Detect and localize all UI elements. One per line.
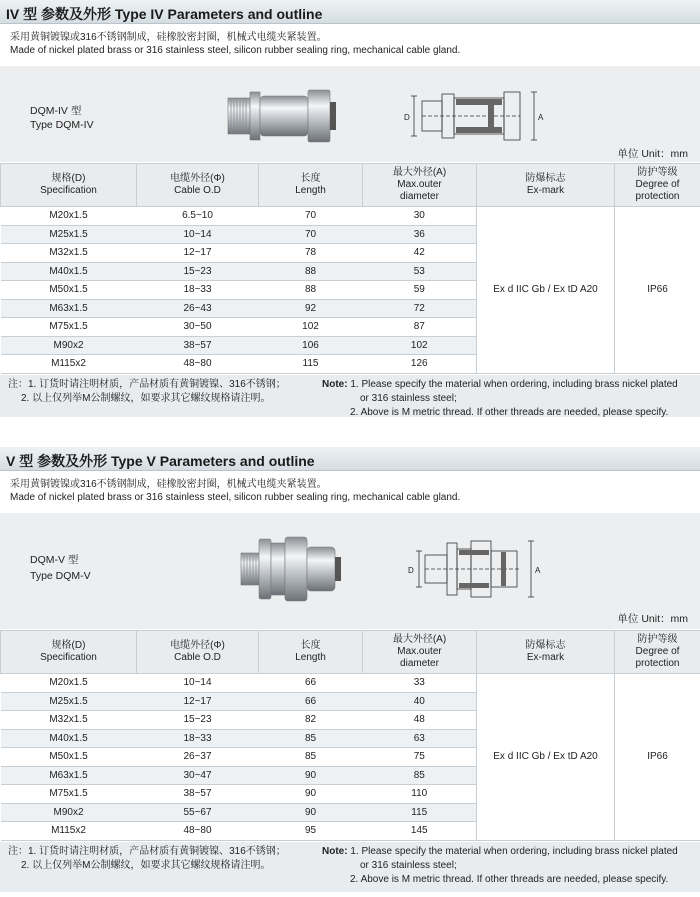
header-cable-od: 电缆外径(Φ) Cable O.D <box>137 631 259 674</box>
notes-panel <box>0 842 700 892</box>
table-row: M50x1.5 26~37 85 75 <box>1 748 700 767</box>
header-length: 长度 Length <box>259 164 363 207</box>
description-cn: 采用黄铜镀镍或316不锈钢制成，硅橡胶密封圈，机械式电缆夹紧装置。 <box>10 479 327 490</box>
table-row: M63x1.5 30~47 90 85 <box>1 766 700 785</box>
header-max-outer: 最大外径(A) Max.outer diameter <box>363 631 477 674</box>
unit-label: 单位 Unit：mm <box>617 613 688 625</box>
description-en: Made of nickel plated brass or 316 stainless steel, silicon rubber sealing ring, mechanical cable gland. <box>10 45 461 56</box>
model-name-en: Type DQM-V <box>30 570 91 582</box>
model-panel <box>0 66 700 162</box>
dimension-a-label: A <box>538 113 544 122</box>
table-row: M63x1.5 26~43 92 72 <box>1 299 700 318</box>
table-row: M25x1.5 10~14 70 36 <box>1 225 700 244</box>
notes-cn: 注：1. 订货时请注明材质，产品材质有黄铜镀镍、316不锈钢； 2. 以上仅列举M公制螺纹，如要求其它螺纹规格请注明。 <box>8 846 286 871</box>
product-photo <box>235 533 345 605</box>
ex-mark-cell: Ex d IIC Gb / Ex tD A20 <box>477 674 615 841</box>
model-name-cn: DQM-V 型 <box>30 554 79 566</box>
section-title: IV 型 参数及外形 Type IV Parameters and outline <box>0 0 700 24</box>
description-cn: 采用黄铜镀镍或316不锈钢制成，硅橡胶密封圈，机械式电缆夹紧装置。 <box>10 32 327 43</box>
table-row: M90x2 38~57 106 102 <box>1 336 700 355</box>
header-ex-mark: 防爆标志 Ex-mark <box>477 631 615 674</box>
table-row: M20x1.5 6.5~10 70 30 Ex d IIC Gb / Ex tD A20 IP66 <box>1 207 700 226</box>
header-protection: 防护等级 Degree of protection <box>615 631 700 674</box>
table-row: M75x1.5 38~57 90 110 <box>1 785 700 804</box>
notes-en: Note: 1. Please specify the material when ordering, including brass nickel plated or 316 stainless steel; 2. Above is M metric thread. If other threads are needed, please specify. <box>322 379 678 418</box>
header-spec: 规格(D) Specification <box>1 631 137 674</box>
unit-label: 单位 Unit：mm <box>617 148 688 160</box>
outline-drawing <box>400 86 550 146</box>
model-name-cn: DQM-IV 型 <box>30 105 82 117</box>
notes-en: Note: 1. Please specify the material when ordering, including brass nickel plated or 316 stainless steel; 2. Above is M metric thread. If other threads are needed, please specify. <box>322 846 678 885</box>
product-photo <box>220 80 340 150</box>
header-max-outer: 最大外径(A) Max.outer diameter <box>363 164 477 207</box>
protection-cell: IP66 <box>615 207 700 374</box>
table-row: M115x2 48~80 115 126 <box>1 355 700 374</box>
table-row: M75x1.5 30~50 102 87 <box>1 318 700 337</box>
dimension-a-label: A <box>535 566 541 575</box>
table-row: M25x1.5 12~17 66 40 <box>1 692 700 711</box>
table-row: M90x2 55~67 90 115 <box>1 803 700 822</box>
model-name-en: Type DQM-IV <box>30 119 94 131</box>
table-row: M40x1.5 18~33 85 63 <box>1 729 700 748</box>
table-row: M40x1.5 15~23 88 53 <box>1 262 700 281</box>
header-length: 长度 Length <box>259 631 363 674</box>
description-en: Made of nickel plated brass or 316 stainless steel, silicon rubber sealing ring, mechanical cable gland. <box>10 492 461 503</box>
protection-cell: IP66 <box>615 674 700 841</box>
notes-panel <box>0 375 700 417</box>
table-row: M115x2 48~80 95 145 <box>1 822 700 841</box>
header-ex-mark: 防爆标志 Ex-mark <box>477 164 615 207</box>
header-cable-od: 电缆外径(Φ) Cable O.D <box>137 164 259 207</box>
header-protection: 防护等级 Degree of protection <box>615 164 700 207</box>
table-row: M32x1.5 15~23 82 48 <box>1 711 700 730</box>
notes-cn: 注：1. 订货时请注明材质，产品材质有黄铜镀镍、316不锈钢； 2. 以上仅列举M公制螺纹，如要求其它螺纹规格请注明。 <box>8 379 286 404</box>
section-title: V 型 参数及外形 Type V Parameters and outline <box>0 447 700 471</box>
spec-table <box>0 163 700 374</box>
ex-mark-cell: Ex d IIC Gb / Ex tD A20 <box>477 207 615 374</box>
table-row: M32x1.5 12~17 78 42 <box>1 244 700 263</box>
table-row: M50x1.5 18~33 88 59 <box>1 281 700 300</box>
model-panel <box>0 513 700 629</box>
spec-table <box>0 630 700 841</box>
table-row: M20x1.5 10~14 66 33 Ex d IIC Gb / Ex tD A20 IP66 <box>1 674 700 693</box>
dimension-d-label: D <box>408 566 414 575</box>
header-spec: 规格(D) Specification <box>1 164 137 207</box>
outline-drawing <box>405 537 555 601</box>
dimension-d-label: D <box>404 113 410 122</box>
